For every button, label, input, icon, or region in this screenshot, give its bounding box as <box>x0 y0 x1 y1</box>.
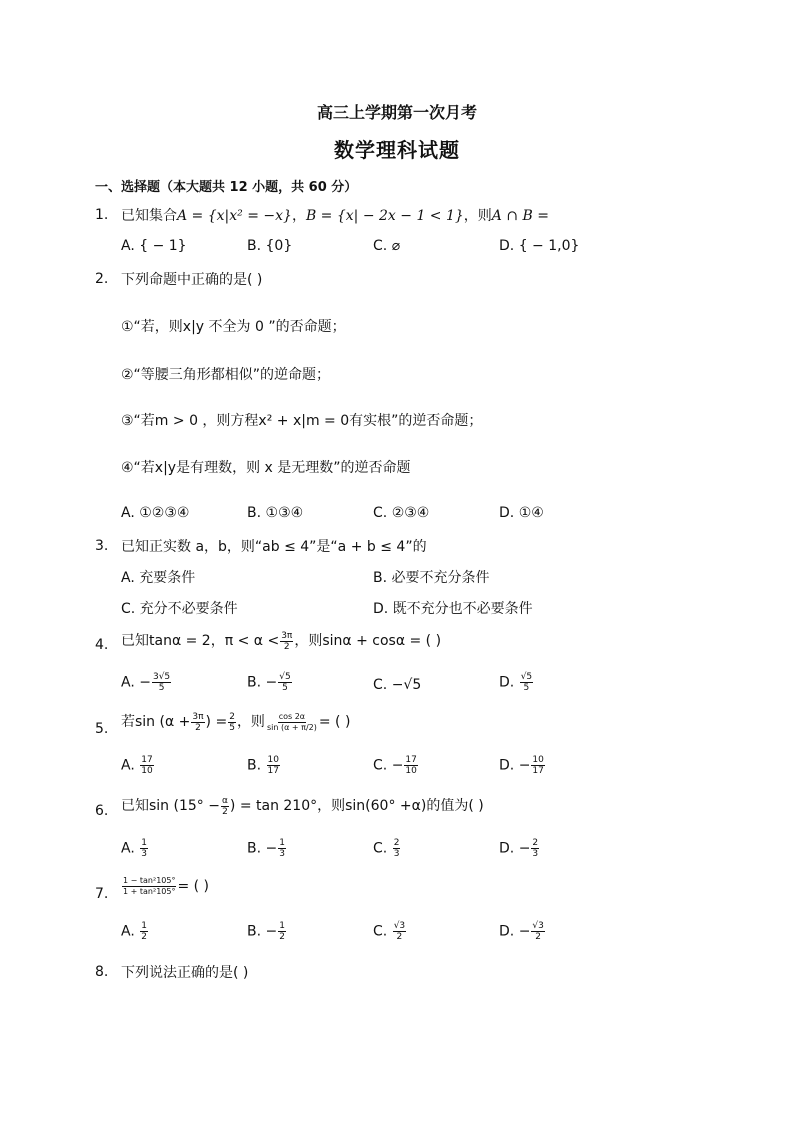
question-number: 6. <box>95 803 109 819</box>
option-d: D. − $\frac{√3}{2}$ <box>499 921 544 942</box>
option-d: D. − $\frac{2}{3}$ <box>499 838 539 859</box>
option-a: A. ①②③④ <box>121 505 190 521</box>
statement-4: ④“若x|y是有理数，则 x 是无理数”的逆否命题 <box>121 460 411 476</box>
fraction: $\frac{3\pi}{2}$ <box>281 630 293 652</box>
question-number: 2. <box>95 271 109 287</box>
option-d: D. 既不充分也不必要条件 <box>373 601 533 617</box>
question-number: 8. <box>95 964 109 980</box>
option-c: C. −√5 <box>373 677 422 693</box>
statement-3: ③“若m > 0 ，则方程x² + x|m = 0有实根”的逆否命题； <box>121 413 483 429</box>
option-a: A. 充要条件 <box>121 570 196 586</box>
option-b: B. − $\frac{1}{2}$ <box>247 921 285 942</box>
option-c: C. 充分不必要条件 <box>121 601 238 617</box>
option-a: A. $\frac{1}{2}$ <box>121 921 147 942</box>
option-d: D. ①④ <box>499 505 544 521</box>
option-c: C. − $\frac{17}{10}$ <box>373 755 417 776</box>
option-b: B. 必要不充分条件 <box>373 570 490 586</box>
option-a: A. $\frac{17}{10}$ <box>121 755 153 776</box>
option-b: B. − $\frac{√5}{5}$ <box>247 672 291 693</box>
option-b: B. {0} <box>247 238 293 254</box>
option-a: A. { − 1} <box>121 238 187 254</box>
section-heading: 一、选择题（本大题共 12 小题，共 60 分） <box>95 180 358 195</box>
question-3-stem: 已知正实数 a，b，则“ab ≤ 4”是“a + b ≤ 4”的 <box>121 539 427 555</box>
option-d: D. $\frac{√5}{5}$ <box>499 672 533 693</box>
question-7-stem: $\frac{\text{1 − tan²105°}}{\text{1 + tan²105°}}$ = ( ) <box>123 876 210 896</box>
question-number: 7. <box>95 886 109 902</box>
option-c: C. ⌀ <box>373 238 401 254</box>
question-number: 4. <box>95 637 109 653</box>
option-c: C. $\frac{√3}{2}$ <box>373 921 406 942</box>
exam-subtitle: 数学理科试题 <box>334 138 460 162</box>
exam-title: 高三上学期第一次月考 <box>316 103 477 122</box>
option-c: C. $\frac{2}{3}$ <box>373 838 400 859</box>
option-d: D. { − 1,0} <box>499 238 580 254</box>
question-4-stem: 已知tanα = 2，π < α < $\frac{3\pi}{2}$ ，则sinα + cosα = ( ) <box>121 630 442 652</box>
question-number: 3. <box>95 538 109 554</box>
option-c: C. ②③④ <box>373 505 430 521</box>
option-d: D. − $\frac{10}{17}$ <box>499 755 544 776</box>
option-b: B. $\frac{10}{17}$ <box>247 755 279 776</box>
question-5-stem: 若sin (α + $\frac{3\pi}{2}$ ) = $\frac{2}{5}$ ，则 $\frac{\cos 2\alpha}{\sin (\alpha + \pi/2)}$ = ( ) <box>121 711 351 733</box>
option-b: B. ①③④ <box>247 505 304 521</box>
question-1-stem: 已知集合A = {x|x² = −x}，B = {x| − 2x − 1 < 1}，则A ∩ B = <box>121 208 550 224</box>
option-a: A. − $\frac{3√5}{5}$ <box>121 672 171 693</box>
statement-2: ②“等腰三角形都相似”的逆命题； <box>121 367 331 383</box>
option-a: A. $\frac{1}{3}$ <box>121 838 147 859</box>
question-number: 5. <box>95 721 109 737</box>
question-number: 1. <box>95 207 109 223</box>
option-b: B. − $\frac{1}{3}$ <box>247 838 285 859</box>
question-6-stem: 已知sin (15° − $\frac{\alpha}{2}$ ) = tan 210°，则sin(60° +α)的值为( ) <box>121 795 484 817</box>
statement-1: ①“若，则x|y 不全为 0 ”的否命题； <box>121 319 346 335</box>
question-8-stem: 下列说法正确的是( ) <box>121 965 249 981</box>
question-2-stem: 下列命题中正确的是( ) <box>121 272 263 288</box>
